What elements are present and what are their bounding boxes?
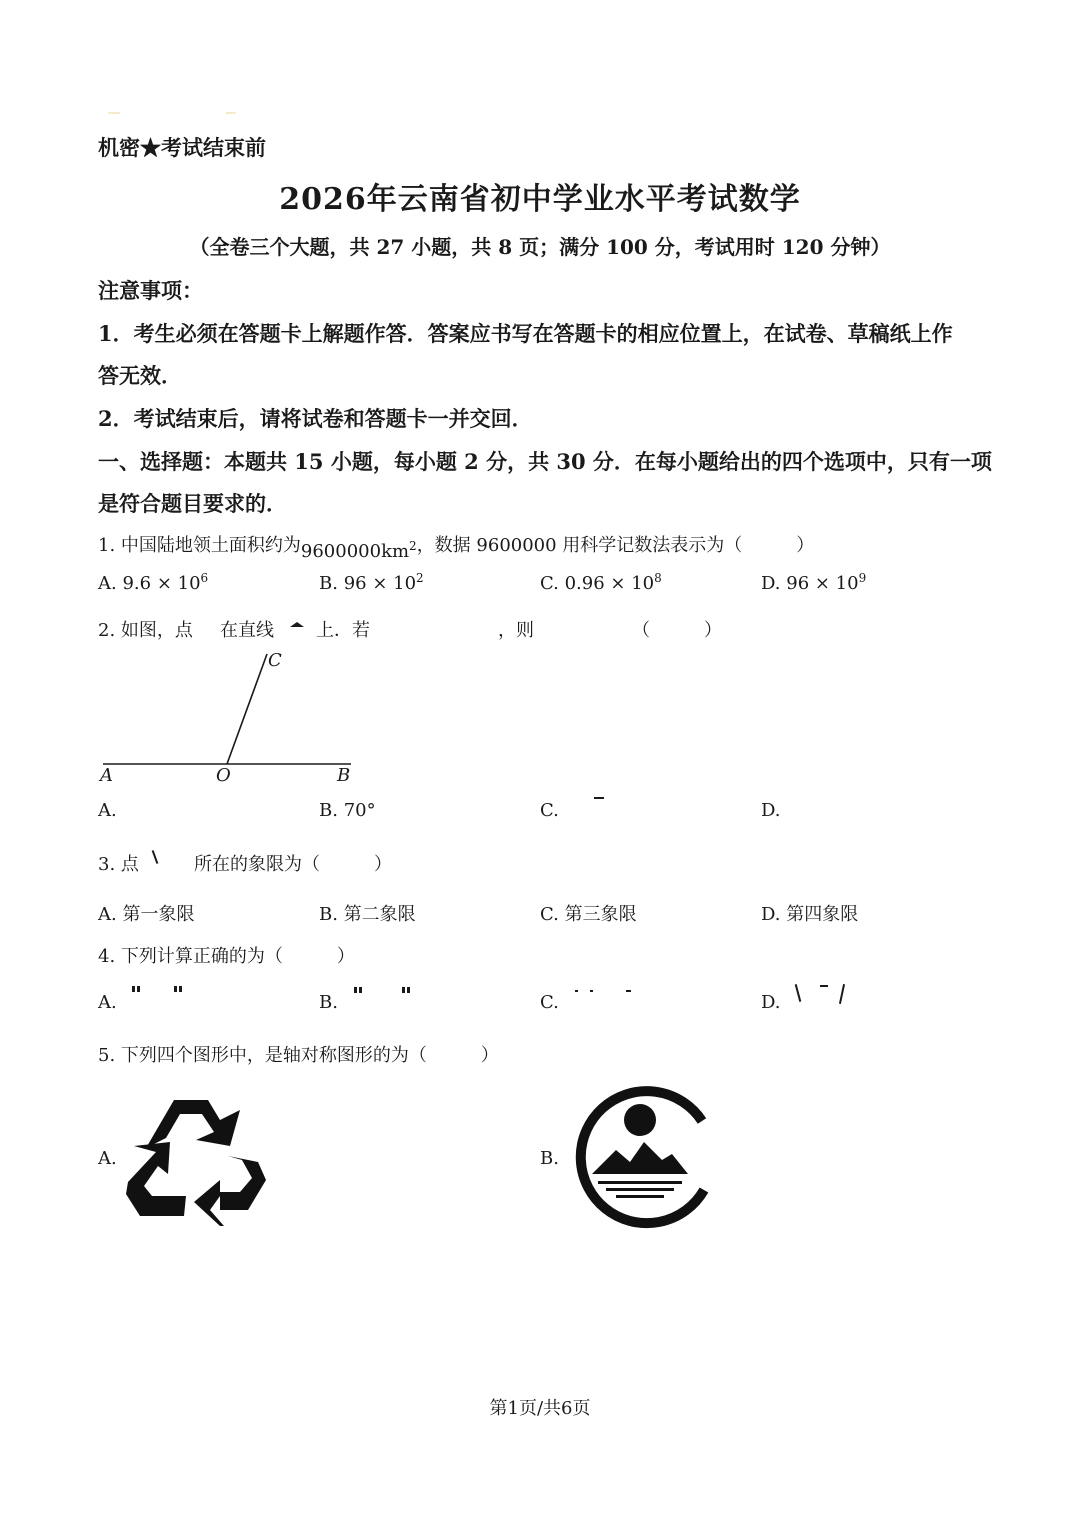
q4-option-d[interactable]: D.: [761, 992, 781, 1013]
question-2-stem-b: 在直线: [220, 620, 274, 641]
missing-glyph-fragment: [354, 987, 357, 993]
q4-option-a[interactable]: A.: [98, 992, 117, 1013]
missing-glyph-fragment: [594, 797, 604, 799]
recycle-arrow-left: [126, 1142, 186, 1216]
missing-glyph-fragment: [590, 990, 593, 992]
question-2-stem-a: 2. 如图，点: [98, 620, 193, 641]
q2-option-a[interactable]: A.: [98, 800, 117, 821]
page-number: 第1页/共6页: [489, 1398, 591, 1419]
label-b: B: [337, 765, 351, 786]
section-1-heading: 一、选择题：本题共 15 小题，每小题 2 分，共 30 分．在每小题给出的四个选项中，只有一项: [98, 449, 992, 474]
q2-figure: [96, 648, 366, 788]
q1-option-c[interactable]: C. $0.96 \times 10^8$: [540, 571, 662, 594]
q2-option-b[interactable]: B. 70°: [319, 800, 376, 821]
q1-option-d[interactable]: D. $96 \times 10^9$: [761, 571, 867, 594]
ray-oc: [227, 654, 267, 764]
recycle-icon[interactable]: [124, 1090, 270, 1226]
note-item-2: 2．考试结束后，请将试卷和答题卡一并交回．: [98, 406, 533, 431]
missing-glyph-fragment: [575, 990, 578, 992]
missing-glyph-fragment: [839, 984, 845, 1004]
missing-glyph-fragment: [152, 850, 159, 864]
exam-subtitle: （全卷三个大题，共 27 小题，共 8 页；满分 100 分，考试用时 120 分钟）: [189, 235, 891, 259]
q4-option-c[interactable]: C.: [540, 992, 559, 1013]
q2-option-d[interactable]: D.: [761, 800, 781, 821]
exam-title: 2026年云南省初中学业水平考试数学: [279, 182, 801, 217]
question-2-stem-e: （ ）: [632, 620, 722, 641]
q3-option-d[interactable]: D. 第四象限: [761, 904, 859, 925]
scan-speck: [226, 112, 236, 114]
mountain-silhouette: [592, 1142, 688, 1174]
q2-option-c[interactable]: C.: [540, 800, 559, 821]
confidential-label: 机密★考试结束前: [98, 135, 266, 160]
sun-disc: [624, 1104, 656, 1136]
notes-heading: 注意事项：: [98, 278, 203, 303]
q5-option-a-label[interactable]: A.: [98, 1148, 117, 1169]
q5-option-b-label[interactable]: B.: [540, 1148, 559, 1169]
label-o: O: [216, 765, 231, 786]
missing-glyph-fragment: [820, 985, 828, 987]
q3-option-b[interactable]: B. 第二象限: [319, 904, 416, 925]
water-line: [616, 1195, 664, 1198]
missing-glyph-fragment: [179, 986, 182, 992]
q3-option-c[interactable]: C. 第三象限: [540, 904, 637, 925]
scan-speck: [108, 112, 120, 114]
water-line: [606, 1188, 674, 1191]
missing-glyph-fragment: [626, 990, 631, 992]
area-exponent: 2: [409, 539, 417, 553]
q1-option-b[interactable]: B. $96 \times 10^2$: [319, 571, 424, 594]
question-1-area: [301, 541, 417, 562]
missing-glyph-fragment: [359, 987, 362, 993]
question-1-stem: [98, 531, 815, 562]
missing-glyph-fragment: [174, 986, 177, 992]
recycle-arrow-right: [194, 1156, 266, 1226]
question-3-stem-b: 所在的象限为（ ）: [194, 854, 392, 875]
question-4-stem: 4. 下列计算正确的为（ ）: [98, 946, 355, 967]
missing-glyph-fragment: [137, 986, 140, 992]
note-item-1-cont: 答无效．: [98, 363, 182, 388]
question-2-stem-c: 上．若: [316, 620, 370, 641]
water-line: [598, 1181, 682, 1184]
q3-option-a[interactable]: A. 第一象限: [98, 904, 195, 925]
section-1-heading-cont: 是符合题目要求的．: [98, 491, 287, 516]
question-1-text-cont: ，数据 9600000 用科学记数法表示为（ ）: [416, 535, 815, 556]
q4-option-b[interactable]: B.: [319, 992, 338, 1013]
question-3-stem-a: 3. 点: [98, 854, 139, 875]
sun-over-mountain-icon[interactable]: [564, 1084, 712, 1232]
question-2-stem-d: ，则: [498, 620, 534, 641]
missing-glyph-fragment: [795, 984, 802, 1002]
missing-glyph-fragment: [407, 987, 410, 993]
missing-glyph-fragment: [290, 622, 304, 627]
label-a: A: [100, 765, 113, 786]
question-5-stem: 5. 下列四个图形中，是轴对称图形的为（ ）: [98, 1045, 499, 1066]
note-item-1: 1．考生必须在答题卡上解题作答．答案应书写在答题卡的相应位置上，在试卷、草稿纸上作: [98, 321, 953, 346]
question-1-text: 1. 中国陆地领土面积约为: [98, 535, 301, 556]
area-value: 9600000km: [300, 541, 410, 562]
q1-option-a[interactable]: A. $9.6 \times 10^6$: [98, 571, 209, 594]
missing-glyph-fragment: [132, 986, 135, 992]
label-c: C: [268, 650, 282, 671]
missing-glyph-fragment: [402, 987, 405, 993]
recycle-arrow-top: [146, 1100, 240, 1148]
